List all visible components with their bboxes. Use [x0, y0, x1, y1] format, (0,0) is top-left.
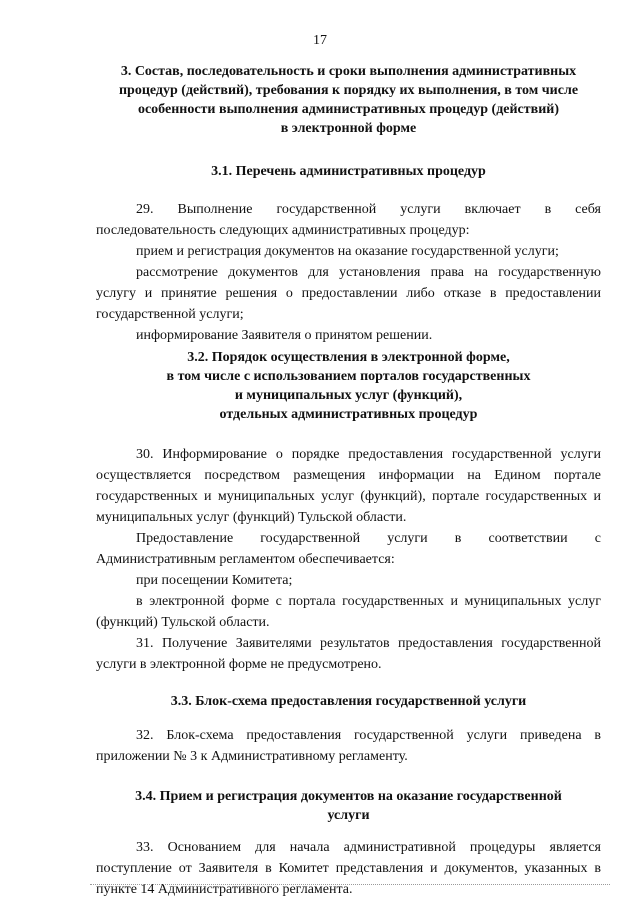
document-body — [96, 62, 601, 900]
heading-line: 3. Состав, последовательность и сроки выполнения административных — [120, 64, 577, 79]
paragraph-29: 29. Выполнение государственной услуги включает в себя последовательность следующих административных процедур: — [96, 202, 601, 238]
heading-line: процедур (действий), требования к порядку их выполнения, в том числе — [118, 83, 579, 98]
list-item: в электронной форме с портала государственных и муниципальных услуг (функций) Тульской области. — [96, 594, 601, 630]
paragraph-31: 31. Получение Заявителями результатов предоставления государственной услуги в электронной форме не предусмотрено. — [96, 636, 601, 672]
paragraph-33: 33. Основанием для начала административной процедуры является поступление от Заявителя в Комитет представления и документов, указанных в пункте 14 Административного регламента. — [96, 840, 601, 897]
heading-line: 3.2. Порядок осуществления в электронной форме, — [187, 350, 510, 365]
paragraph-30: 30. Информирование о порядке предоставления государственной услуги осуществляется посредством размещения информации на Едином портале государственных и муниципальных услуг (функций), портале государственных и муниципальных услуг (функций) Тульской области. — [96, 447, 601, 525]
scan-artifact-divider — [90, 884, 610, 887]
heading-line: и муниципальных услуг (функций), — [234, 388, 463, 403]
section-3-3-heading: 3.3. Блок-схема предоставления государственной услуги — [170, 694, 527, 709]
section-3-1-heading: 3.1. Перечень административных процедур — [211, 164, 486, 179]
section-3-4-heading — [96, 787, 601, 825]
paragraph-32: 32. Блок-схема предоставления государственной услуги приведена в приложении № 3 к Административному регламенту. — [96, 728, 601, 764]
heading-line: в электронной форме — [280, 121, 417, 136]
page-number: 17 — [313, 33, 327, 48]
heading-line: 3.4. Прием и регистрация документов на оказание государственной — [135, 789, 562, 804]
section-3-heading — [96, 62, 601, 138]
heading-line: особенности выполнения административных процедур (действий) — [137, 102, 560, 117]
list-item: при посещении Комитета; — [136, 573, 293, 588]
heading-line: отдельных административных процедур — [219, 407, 478, 422]
list-item: информирование Заявителя о принятом решении. — [136, 328, 433, 343]
list-item: рассмотрение документов для установления права на государственную услугу и принятие решения о предоставлении либо отказе в предоставлении государственной услуги; — [96, 265, 601, 322]
list-item: прием и регистрация документов на оказание государственной услуги; — [136, 244, 559, 259]
paragraph: Предоставление государственной услуги в соответствии с Административным регламентом обеспечивается: — [96, 531, 601, 567]
heading-line: услуги — [327, 808, 370, 823]
section-3-2-heading — [96, 348, 601, 424]
heading-line: в том числе с использованием порталов государственных — [166, 369, 531, 384]
